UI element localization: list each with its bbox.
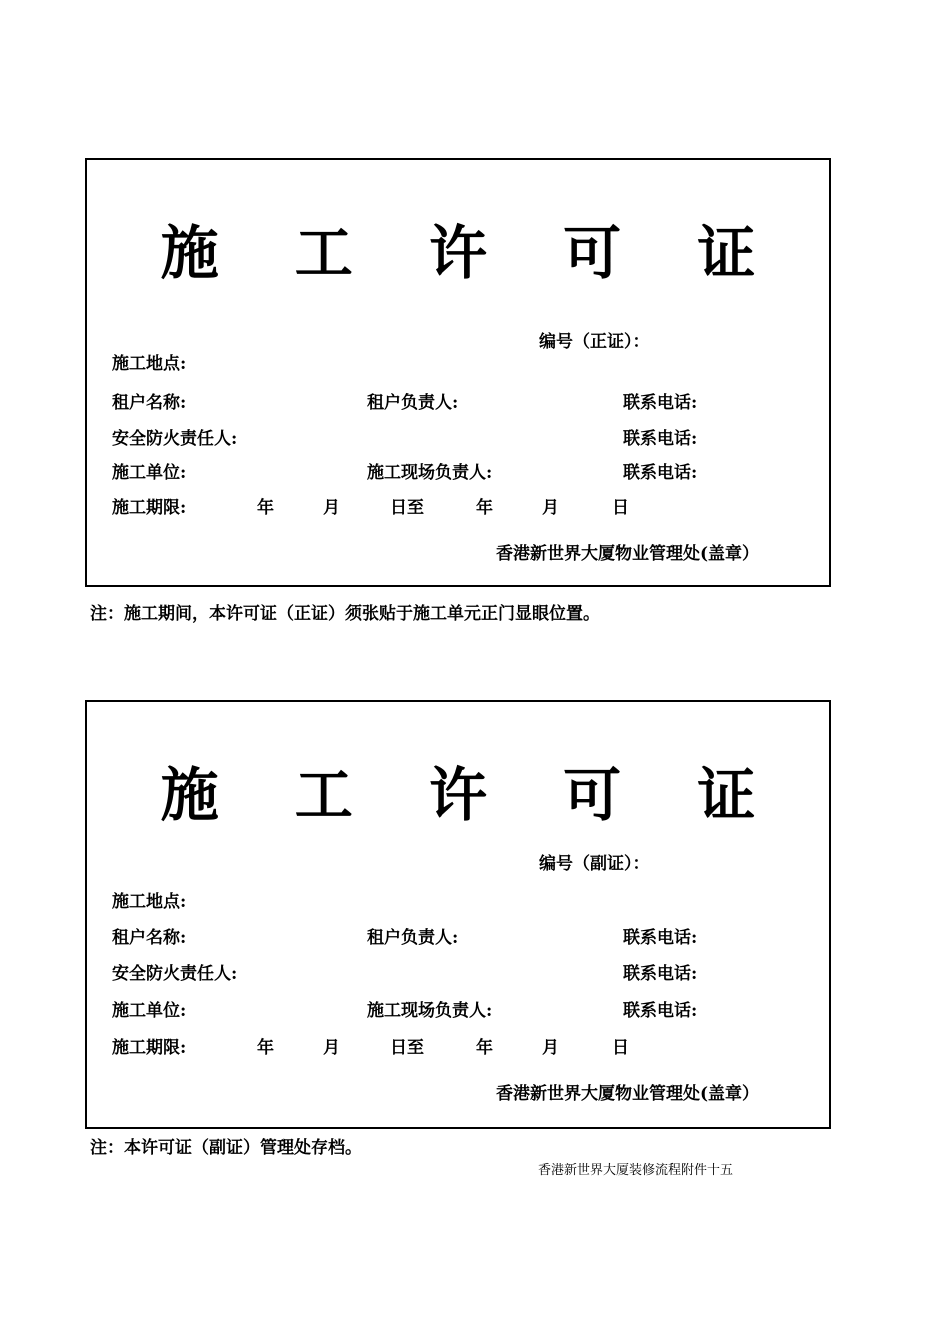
tenant-name-label: 租户名称:: [112, 928, 187, 948]
period-label: 施工期限:: [112, 1038, 187, 1058]
tenant-name-label: 租户名称:: [112, 393, 187, 413]
phone-label: 联系电话:: [623, 928, 698, 948]
site-label: 施工地点:: [112, 354, 187, 374]
phone-label: 联系电话:: [623, 1001, 698, 1021]
period-day-end: 日: [612, 1038, 629, 1058]
period-month-end: 月: [542, 498, 559, 518]
document-footer: 香港新世界大厦装修流程附件十五: [538, 1163, 734, 1178]
issuer-stamp-line: 香港新世界大厦物业管理处(盖章）: [496, 544, 760, 564]
permit-main: [85, 158, 831, 587]
tenant-manager-label: 租户负责人:: [367, 928, 459, 948]
period-month-end: 月: [542, 1038, 559, 1058]
phone-label: 联系电话:: [623, 393, 698, 413]
site-label: 施工地点:: [112, 892, 187, 912]
permit-number-label: 编号（正证）：: [539, 332, 650, 352]
period-year-start: 年: [257, 1038, 274, 1058]
period-day-to: 日至: [390, 1038, 424, 1058]
permit-title: 施 工 许 可 证: [160, 761, 784, 829]
fire-safety-label: 安全防火责任人:: [112, 429, 238, 449]
period-label: 施工期限:: [112, 498, 187, 518]
tenant-manager-label: 租户负责人:: [367, 393, 459, 413]
note-copy: 注：本许可证（副证）管理处存档。: [90, 1138, 362, 1158]
contractor-label: 施工单位:: [112, 1001, 187, 1021]
period-year-end: 年: [476, 1038, 493, 1058]
period-day-end: 日: [612, 498, 629, 518]
period-month-start: 月: [323, 498, 340, 518]
site-manager-label: 施工现场负责人:: [367, 1001, 493, 1021]
fire-safety-label: 安全防火责任人:: [112, 964, 238, 984]
period-year-end: 年: [476, 498, 493, 518]
period-month-start: 月: [323, 1038, 340, 1058]
phone-label: 联系电话:: [623, 964, 698, 984]
contractor-label: 施工单位:: [112, 463, 187, 483]
issuer-stamp-line: 香港新世界大厦物业管理处(盖章）: [496, 1084, 760, 1104]
period-day-to: 日至: [390, 498, 424, 518]
note-main: 注：施工期间，本许可证（正证）须张贴于施工单元正门显眼位置。: [90, 604, 600, 624]
permit-copy: [85, 700, 831, 1129]
phone-label: 联系电话:: [623, 463, 698, 483]
permit-number-label: 编号（副证）：: [539, 854, 650, 874]
period-year-start: 年: [257, 498, 274, 518]
phone-label: 联系电话:: [623, 429, 698, 449]
permit-title: 施 工 许 可 证: [160, 219, 784, 287]
site-manager-label: 施工现场负责人:: [367, 463, 493, 483]
